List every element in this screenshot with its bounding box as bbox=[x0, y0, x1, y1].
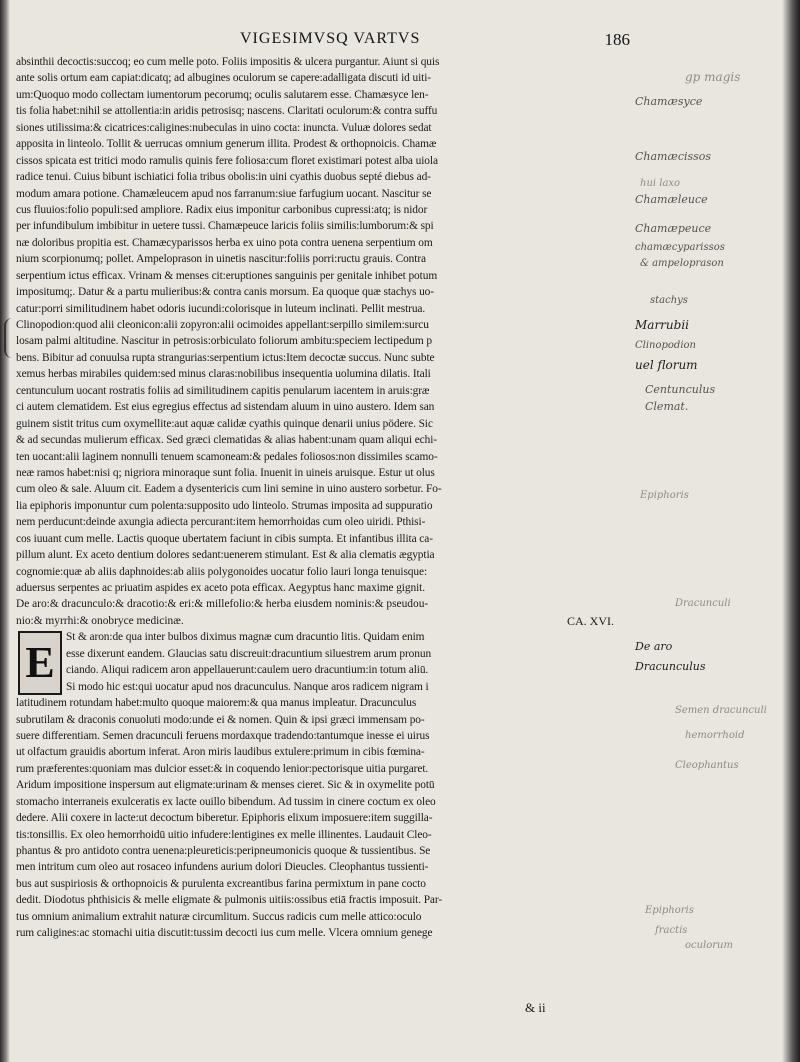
dropcap-paragraph bbox=[16, 629, 628, 695]
marginal-annotation: Chamæpeuce bbox=[635, 222, 712, 235]
dropcap-text-line: Si modo hic est:qui uocatur apud nos dracunculus. Nanque aros radicem nigram i bbox=[66, 680, 429, 693]
margin-bracket-mark bbox=[4, 318, 16, 358]
chapter-title-text: nio:& myrrhi:& onobryce medicinæ. bbox=[16, 614, 184, 627]
marginal-annotation: stachys bbox=[650, 295, 688, 306]
marginalia-column bbox=[635, 60, 780, 960]
body-text-line: ut olfactum grauidis abortum inferat. Aron miris laudibus extulere:primum in cibis fœmina- bbox=[16, 746, 425, 759]
body-text-line: Aridum impositione inspersum aut eligmate:urinam & menses cieret. Sic & in oxymelite potū bbox=[16, 779, 435, 792]
marginal-annotation: Dracunculi bbox=[675, 598, 731, 609]
body-text-line: dedere. Alii coxere in lacte:ut decoctum biberetur. Epiphoris elixum imposuere:item suggilla- bbox=[16, 812, 433, 825]
body-text-line: latitudinem rotundam habet:multo quoque maiorem:& qua manus impleatur. Dracunculus bbox=[16, 697, 417, 710]
body-text-line: modum amara potione. Chamæleucem apud nos farranum:siue farfugium uocant. Nascitur se bbox=[16, 187, 432, 200]
catchword: & ii bbox=[525, 1000, 546, 1015]
chapter-title-line-2 bbox=[16, 613, 628, 629]
body-text-line: rum præferentes:quoniam mas dulcior esset:& in coquendo lenior:pectorisque uitia purgaret. bbox=[16, 762, 429, 775]
marginal-annotation: Centunculus bbox=[645, 383, 716, 396]
body-text-line: losam palmi altitudine. Nascitur in petrosis:orbiculato foliorum ambitu:speciem lectipedum p bbox=[16, 335, 432, 348]
body-text-line: pillum alunt. Ex aceto dentium dolores sedant:uenerem stimulant. Est & alia clematis ægyptia bbox=[16, 549, 435, 562]
body-text-line: apposita in linteolo. Tollit & uerrucas omnium generum illita. Prodest & orthopnoicis. Chamæ bbox=[16, 138, 437, 151]
marginal-annotation: Epiphoris bbox=[640, 490, 689, 501]
body-text-line: ten uocant:alii laginem nonnulli tenuem scamoneam:& pedales foliosos:non dissimiles scamo- bbox=[16, 450, 438, 463]
marginal-annotation: Chamæsyce bbox=[635, 95, 703, 108]
body-text-line: bus aut suspiriosis & orthopnoicis & purulenta excreantibus farina permixtum in pane cocto bbox=[16, 877, 426, 890]
body-text-line: & ad secundas mulierum efficax. Sed græci clematidas & alias habent:unam quam aliqui echi- bbox=[16, 434, 437, 447]
body-text-line: cus fluuios:folio populi:sed ampliore. Radix eius imponitur carbonibus cupressi:atq; is nidor bbox=[16, 203, 428, 216]
body-text-line: guinem sistit tritus cum oxymellite:aut aquæ calidæ cyathis quinque denarii unius pödere. Sic bbox=[16, 417, 433, 430]
body-text-dropcap bbox=[16, 629, 628, 695]
body-text-line: cum oleo & sale. Aluum cit. Eadem a dysentericis cum lini semine in uino austero sorbetur. Fo- bbox=[16, 483, 442, 496]
marginal-annotation: Clemat. bbox=[645, 400, 689, 413]
dropcap-text-line: St & aron:de qua inter bulbos diximus magnæ cum dracuntio litis. Quidam enim bbox=[66, 631, 425, 644]
page-header bbox=[240, 30, 630, 52]
marginal-annotation: De aro bbox=[635, 640, 673, 653]
body-text-line: xemus herbas mirabiles quidem:sed minus claras:nobilibus insequentia uolumina dilatis. Itali bbox=[16, 368, 431, 381]
body-text-line: neæ ramos habet:nisi q; nigriora minoraque sunt folia. Inuenit in uineis aruisque. Estur ut olus bbox=[16, 466, 435, 479]
body-text-line: nium scorpionumq; pollet. Ampeloprason in uinetis nascitur:foliis porri:ructu grauis. Contra bbox=[16, 253, 426, 266]
body-text-line: serpentium ictus efficax. Vrinam & menses cit:eruptiones sanguinis per genitale inhibet potum bbox=[16, 269, 438, 282]
page-edge-shadow bbox=[782, 0, 800, 1062]
body-text-line: siones utilissima:& cicatrices:caligines:nubeculas in uino cocta: inuncta. Vuluæ dolores sedat bbox=[16, 121, 432, 134]
marginal-annotation: Chamæleuce bbox=[635, 193, 708, 206]
marginal-annotation: Chamæcissos bbox=[635, 150, 712, 163]
body-text-line: tus omnium animalium extrahit naturæ circumlitum. Succus radicis cum melle attico:oculo bbox=[16, 910, 422, 923]
dropcap-text-line: esse dixerunt eandem. Glaucias satu discreuit:dracuntium siluestrem arum pronun bbox=[66, 647, 432, 660]
body-text-line: impositumq;. Datur & a partu mulieribus:& contra canis morsum. Ea quoque quæ stachys uo- bbox=[16, 286, 434, 299]
marginal-annotation: uel florum bbox=[635, 358, 698, 372]
main-text-block bbox=[16, 54, 628, 942]
body-text-line: aduersus serpentes ac priuatim aspides ex aceto pota efficax. Aegyptus hanc maxime gignit. bbox=[16, 582, 425, 594]
decorated-initial: E bbox=[18, 631, 62, 695]
body-text-line: bens. Bibitur ad conuulsa rupta strangurias:serpentium ictus:Item decoctæ succus. Nunc subte bbox=[16, 351, 435, 364]
marginal-annotation: hemorrhoid bbox=[685, 730, 745, 741]
body-text-line: stomacho interraneis exulceratis ex lacte ouillo bibendum. Ad tussim in cinere coctum ex oleo bbox=[16, 795, 436, 808]
body-text-line: cos iuuant cum melle. Lactis quoque ubertatem faciunt in cibis sumpta. Et infantibus illita ca- bbox=[16, 532, 433, 545]
page-number: 186 bbox=[604, 30, 630, 49]
marginal-annotation: fractis bbox=[655, 925, 688, 936]
body-text-line: radice tenui. Cuius bibunt ischiatici folia tribus obolis:in uini cyathis duobus septé diebus ad- bbox=[16, 171, 431, 184]
body-text-bottom bbox=[16, 695, 628, 942]
body-text-line: phantus & pro antidoto contra uenena:pleureticis:peripneumonicis quoque & tussientibus. Se bbox=[16, 845, 431, 857]
body-text-line: tis:tonsillis. Ex oleo hemorrhoidū uitio infudere:lentigines ex melle illinentes. Laudauit Cleo- bbox=[16, 828, 432, 841]
marginal-annotation: & ampeloprason bbox=[640, 258, 724, 269]
marginal-annotation: Epiphoris bbox=[645, 905, 694, 916]
body-text-line: rum caligines:ac stomachi uitia discutit:tussim decocti ius cum melle. Vlcera omnium genege bbox=[16, 927, 433, 940]
marginal-annotation: chamæcyparissos bbox=[635, 242, 725, 253]
body-text-line: nem perducunt:deinde axungia adiecta percurant:item hemorrhoidas cum oleo uiridi. Pthisi- bbox=[16, 516, 426, 529]
body-text-line: lia epiphoris imponuntur cum polenta:supposito udo linteolo. Strumas imposita ad suppuratio bbox=[16, 499, 433, 512]
body-text-line: men intritum cum oleo aut rosaceo infundens aurium dolori Dieucles. Cleophantus tussienti- bbox=[16, 861, 429, 874]
marginal-annotation: Cleophantus bbox=[675, 760, 739, 771]
body-text-top bbox=[16, 54, 628, 596]
binding-shadow bbox=[0, 0, 10, 1062]
body-text-line: ante solis ortum eam capiat:dicatq; ad albugines oculorum se capere:adalligata discuti id uiti- bbox=[16, 72, 431, 85]
body-text-line: dedit. Diodotus phthisicis & melle eligmate & pulmonis uitiis:ossibus etiā fractis imposuit. Par- bbox=[16, 894, 443, 907]
body-text-line: absinthii decoctis:succoq; eo cum melle poto. Foliis impositis & ulcera purgantur. Aiunt si quis bbox=[16, 56, 440, 68]
body-text-line: subrutilam & draconis conuoluti modo:unde ei & nomen. Quin & ipsi græci immensam po- bbox=[16, 713, 425, 726]
marginal-annotation: Clinopodion bbox=[635, 340, 696, 351]
body-text-line: catur:porri similitudinem habet odoris iucundi:colorisque in luteum inclinati. Pellit mestrua. bbox=[16, 302, 426, 315]
marginal-annotation: hui laxo bbox=[640, 178, 681, 189]
marginal-annotation: oculorum bbox=[685, 940, 733, 951]
marginal-annotation: gp magis bbox=[685, 70, 741, 84]
body-text-line: um:Quoquo modo collectam iumentorum pecorumq; oculis salutarem esse. Chamæsyce len- bbox=[16, 88, 429, 101]
body-text-line: tis folia habet:nihil se attollentia:in aridis petrosisq; nascens. Claritati oculorum:& contra suffu bbox=[16, 105, 438, 118]
chapter-title-line-1: De aro:& dracunculo:& dracotio:& eri:& millefolio:& herba eiusdem nominis:& pseudou- bbox=[16, 598, 429, 611]
body-text-line: suere differentiam. Semen dracunculi feruens mordaxque tradendo:tantumque inesse ei uirus bbox=[16, 729, 430, 742]
body-text-line: per infundibulum imbibitur in uetere tussi. Chamæpeuce laricis foliis similis:lumborum:& spi bbox=[16, 220, 434, 233]
chapter-label: CA. XVI. bbox=[567, 613, 614, 628]
body-text-line: næ doloribus propitia est. Chamæcyparissos herba ex uino pota contra uenena serpentium om bbox=[16, 236, 433, 249]
running-head: VIGESIMVSQ VARTVS bbox=[240, 30, 421, 47]
body-text-line: Clinopodion:quod alii cleonicon:alii zopyron:alii ocimoides appellant:serpillo similem:surcu bbox=[16, 319, 429, 331]
body-text-line: cissos spicata est tritici modo ramulis quinis fere foliosa:cum floret existimari potest alba uiola bbox=[16, 154, 438, 167]
body-text-line: cognomie:quæ ab aliis daphnoides:ab aliis polygonoides uocatur folio lauri longa tenuisque: bbox=[16, 565, 428, 578]
marginal-annotation: Marrubii bbox=[635, 318, 689, 332]
dropcap-text-line: ciando. Aliqui radicem aron appellauerunt:caulem uero dracuntium:in totum aliū. bbox=[66, 664, 429, 677]
marginal-annotation: Semen dracunculi bbox=[675, 705, 767, 716]
body-text-line: centunculum uocant rostratis foliis ad similitudinem capitis penularum iacentem in aruis:græ bbox=[16, 384, 430, 397]
body-text-line: ci autem clematidem. Est eius egregius effectus ad sistendam aluum in uino austero. Idem san bbox=[16, 401, 435, 414]
marginal-annotation: Dracunculus bbox=[635, 660, 706, 673]
